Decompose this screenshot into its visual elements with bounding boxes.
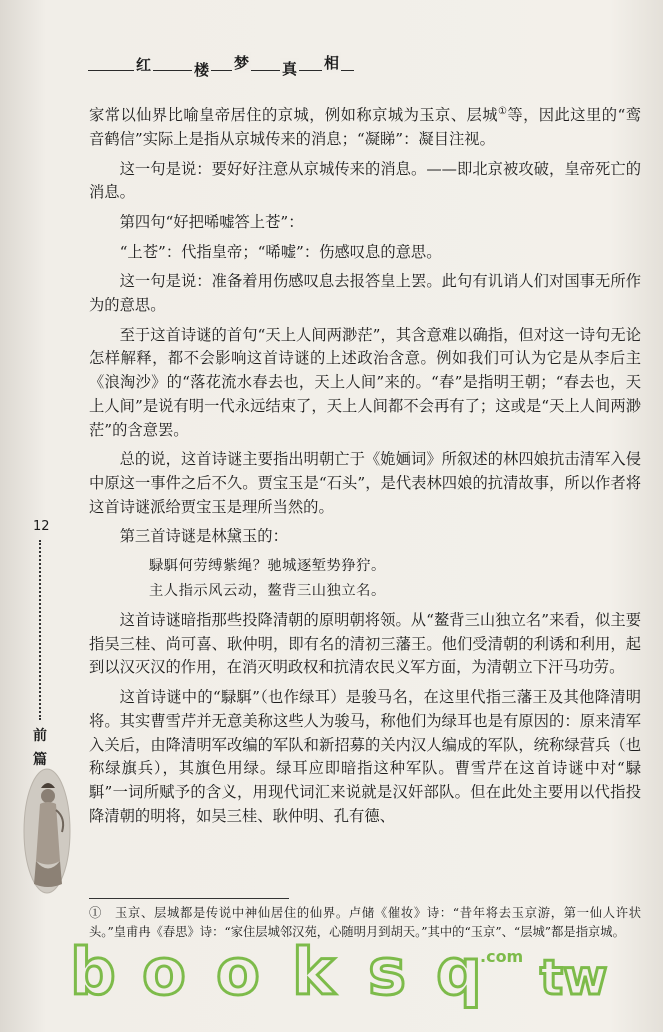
- page-number: 12: [33, 519, 50, 534]
- paragraph-text: 家常以仙界比喻皇帝居住的京城，例如称京城为玉京、层城: [89, 106, 498, 125]
- watermark-letter: q: [436, 936, 482, 1010]
- header-title-char: 楼: [194, 61, 210, 79]
- paragraph: 这一句是说：准备着用伤感叹息去报答皇上罢。此句有讥诮人们对国事无所作为的意思。: [89, 272, 641, 315]
- watermark-letter: o: [142, 936, 186, 1010]
- paragraph: “上苍”：代指皇帝；“唏嘘”：伤感叹息的意思。: [119, 242, 442, 261]
- paragraph: 这一句是说：要好好注意从京城传来的消息。——即北京被攻破，皇帝死亡的消息。: [89, 159, 641, 202]
- watermark-com: .com: [480, 947, 524, 966]
- header-title-char: 真: [282, 60, 298, 78]
- paragraph: 这首诗谜暗指那些投降清朝的原明朝将领。从“鳌背三山独立名”来看，似主要指吴三桂、尚可喜、耿仲明，即有名的清初三藩王。他们受清朝的利诱和利用，起到以汉灭汉的作用，在消灭明政权和抗清农民义军方面，为清朝立下汗马功劳。: [89, 611, 641, 677]
- header-rule: [88, 70, 354, 71]
- header-title-char: 红: [136, 56, 152, 74]
- body-text: [89, 100, 641, 834]
- watermark-letter: k: [292, 936, 335, 1010]
- paragraph: 第四句“好把唏嘘答上苍”：: [119, 212, 304, 231]
- watermark-letter: b: [70, 936, 116, 1010]
- header-title-char: 相: [324, 54, 340, 72]
- poem-line: 騄駬何劳缚紫绳？驰城逐堑势狰狞。: [149, 558, 386, 575]
- paragraph: 这首诗谜中的“騄駬”（也作绿耳）是骏马名，在这里代指三藩王及其他降清明将。其实曹雪芹并无意美称这些人为骏马，称他们为绿耳也是有原因的：原来清军入关后，由降清明军改编的军队和新招募的关内汉人编成的军队，统称绿营兵（也称绿旗兵），其旗色用绿。绿耳应即暗指这种军队。曹雪芹在这首诗谜中对“騄駬”一词所赋予的含义，用现代词汇来说就是汉奸部队。但在此处主要用以代指投降清朝的明将，如吴三桂、耿仲明、孔有德、: [89, 688, 641, 825]
- paragraph-text: 等，因此这里的“鸾音鹤信”实际上是指从京城传来的消息；“凝睇”：凝目注视。: [89, 106, 641, 148]
- lady-illustration-icon: [22, 766, 72, 896]
- paragraph: 第三首诗谜是林黛玉的：: [119, 527, 288, 546]
- booksq-watermark: [70, 932, 610, 1012]
- footnote-rule: [89, 898, 289, 899]
- paragraph: 总的说，这首诗谜主要指出明朝亡于《姽婳词》所叙述的林四娘抗击清军入侵中原这一事件之后不久。贾宝玉是“石头”，是代表林四娘的抗清故事，所以作者将这首诗谜派给贾宝玉是理所当然的。: [89, 450, 641, 516]
- header-title-char: 梦: [234, 54, 250, 72]
- watermark-tw: tw: [540, 950, 608, 1006]
- running-header: [88, 44, 358, 84]
- poem-line: 主人指示风云动，鳌背三山独立名。: [149, 583, 386, 600]
- paragraph: 至于这首诗谜的首句“天上人间两渺茫”，其含意难以确指，但对这一诗句无论怎样解释，都不会影响这首诗谜的上述政治含意。例如我们可认为它是从李后主《浪淘沙》的“落花流水春去也，天上人间”来的。“春”是指明王朝；“春去也，天上人间”是说有明一代永远结束了，天上人间都不会再有了；这或是“天上人间两渺茫”的含意罢。: [89, 325, 641, 439]
- footnote-marker: ①: [497, 106, 508, 117]
- section-label-char: 篇: [33, 752, 47, 768]
- section-label: [28, 724, 52, 772]
- footnote-text: ① 玉京、层城都是传说中神仙居住的仙界。卢储《催妆》诗：“昔年将去玉京游，第一仙人许状头。”皇甫冉《春思》诗：“家住层城邻汉苑，心随明月到胡天。”其中的“玉京”、“层城”都是指京城。: [89, 906, 641, 939]
- margin-dotted-rule: [39, 540, 41, 720]
- section-label-char: 前: [33, 728, 47, 744]
- watermark-letter: s: [368, 936, 407, 1010]
- paragraph: [89, 100, 641, 152]
- watermark-letter: o: [216, 936, 260, 1010]
